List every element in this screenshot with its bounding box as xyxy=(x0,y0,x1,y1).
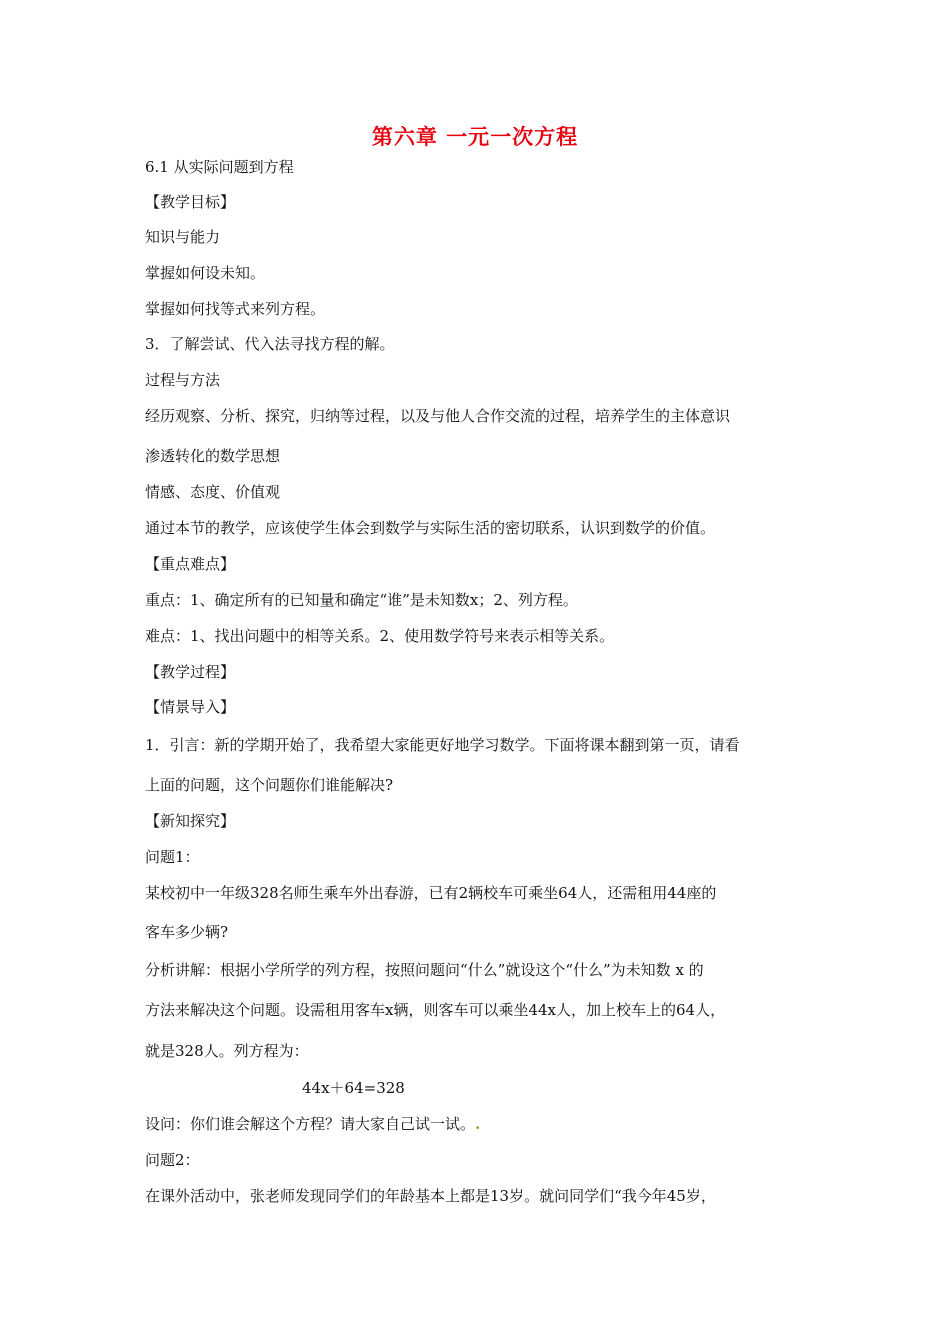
text-line: 渗透转化的数学思想 xyxy=(145,447,281,465)
objectives-heading: 【教学目标】 xyxy=(145,193,236,211)
text-line: 掌握如何找等式来列方程。 xyxy=(145,300,326,318)
intro-heading: 【情景导入】 xyxy=(145,698,236,716)
problem-label: 问题2： xyxy=(145,1151,200,1169)
explore-heading: 【新知探究】 xyxy=(145,812,236,830)
text-line: 某校初中一年级328名师生乘车外出春游，已有2辆校车可乘坐64人，还需租用44座的 xyxy=(145,884,717,902)
text-line: 3．了解尝试、代入法寻找方程的解。 xyxy=(145,335,395,353)
text-line: 就是328人。列方程为： xyxy=(145,1042,309,1060)
text-line: 1．引言：新的学期开始了，我希望大家能更好地学习数学。下面将课本翻到第一页，请看 xyxy=(145,736,740,754)
text-line: 经历观察、分析、探究，归纳等过程，以及与他人合作交流的过程，培养学生的主体意识 xyxy=(145,407,731,425)
stray-mark: . xyxy=(475,1115,481,1133)
text-line: 客车多少辆? xyxy=(145,923,229,941)
text-line: 设问：你们谁会解这个方程？请大家自己试一试。 xyxy=(145,1115,476,1133)
section-heading: 6.1 从实际问题到方程 xyxy=(145,158,294,176)
text-line: 通过本节的教学，应该使学生体会到数学与实际生活的密切联系，认识到数学的价值。 xyxy=(145,519,716,537)
text-line: 知识与能力 xyxy=(145,228,221,246)
process-heading: 【教学过程】 xyxy=(145,663,236,681)
text-line: 重点：1、确定所有的已知量和确定“谁”是未知数x；2、列方程。 xyxy=(145,591,578,609)
text-line: 难点：1、找出问题中的相等关系。2、使用数学符号来表示相等关系。 xyxy=(145,627,615,645)
text-line: 方法来解决这个问题。设需租用客车x辆，则客车可以乘坐44x人，加上校车上的64人， xyxy=(145,1001,726,1019)
chapter-title: 第六章 一元一次方程 xyxy=(371,125,579,149)
text-line: 分析讲解：根据小学所学的列方程，按照问题问“什么”就设这个“什么”为未知数 x 的 xyxy=(145,961,704,979)
text-line: 掌握如何设未知。 xyxy=(145,264,266,282)
key-points-heading: 【重点难点】 xyxy=(145,555,236,573)
text-line: 在课外活动中，张老师发现同学们的年龄基本上都是13岁。就问同学们“我今年45岁， xyxy=(145,1187,716,1205)
text-line: 上面的问题，这个问题你们谁能解决? xyxy=(145,776,394,794)
text-line-with-mark xyxy=(145,1113,480,1134)
text-line: 情感、态度、价值观 xyxy=(145,483,281,501)
problem-label: 问题1： xyxy=(145,848,200,866)
text-line: 过程与方法 xyxy=(145,371,221,389)
equation: 44x＋64=328 xyxy=(302,1079,405,1097)
